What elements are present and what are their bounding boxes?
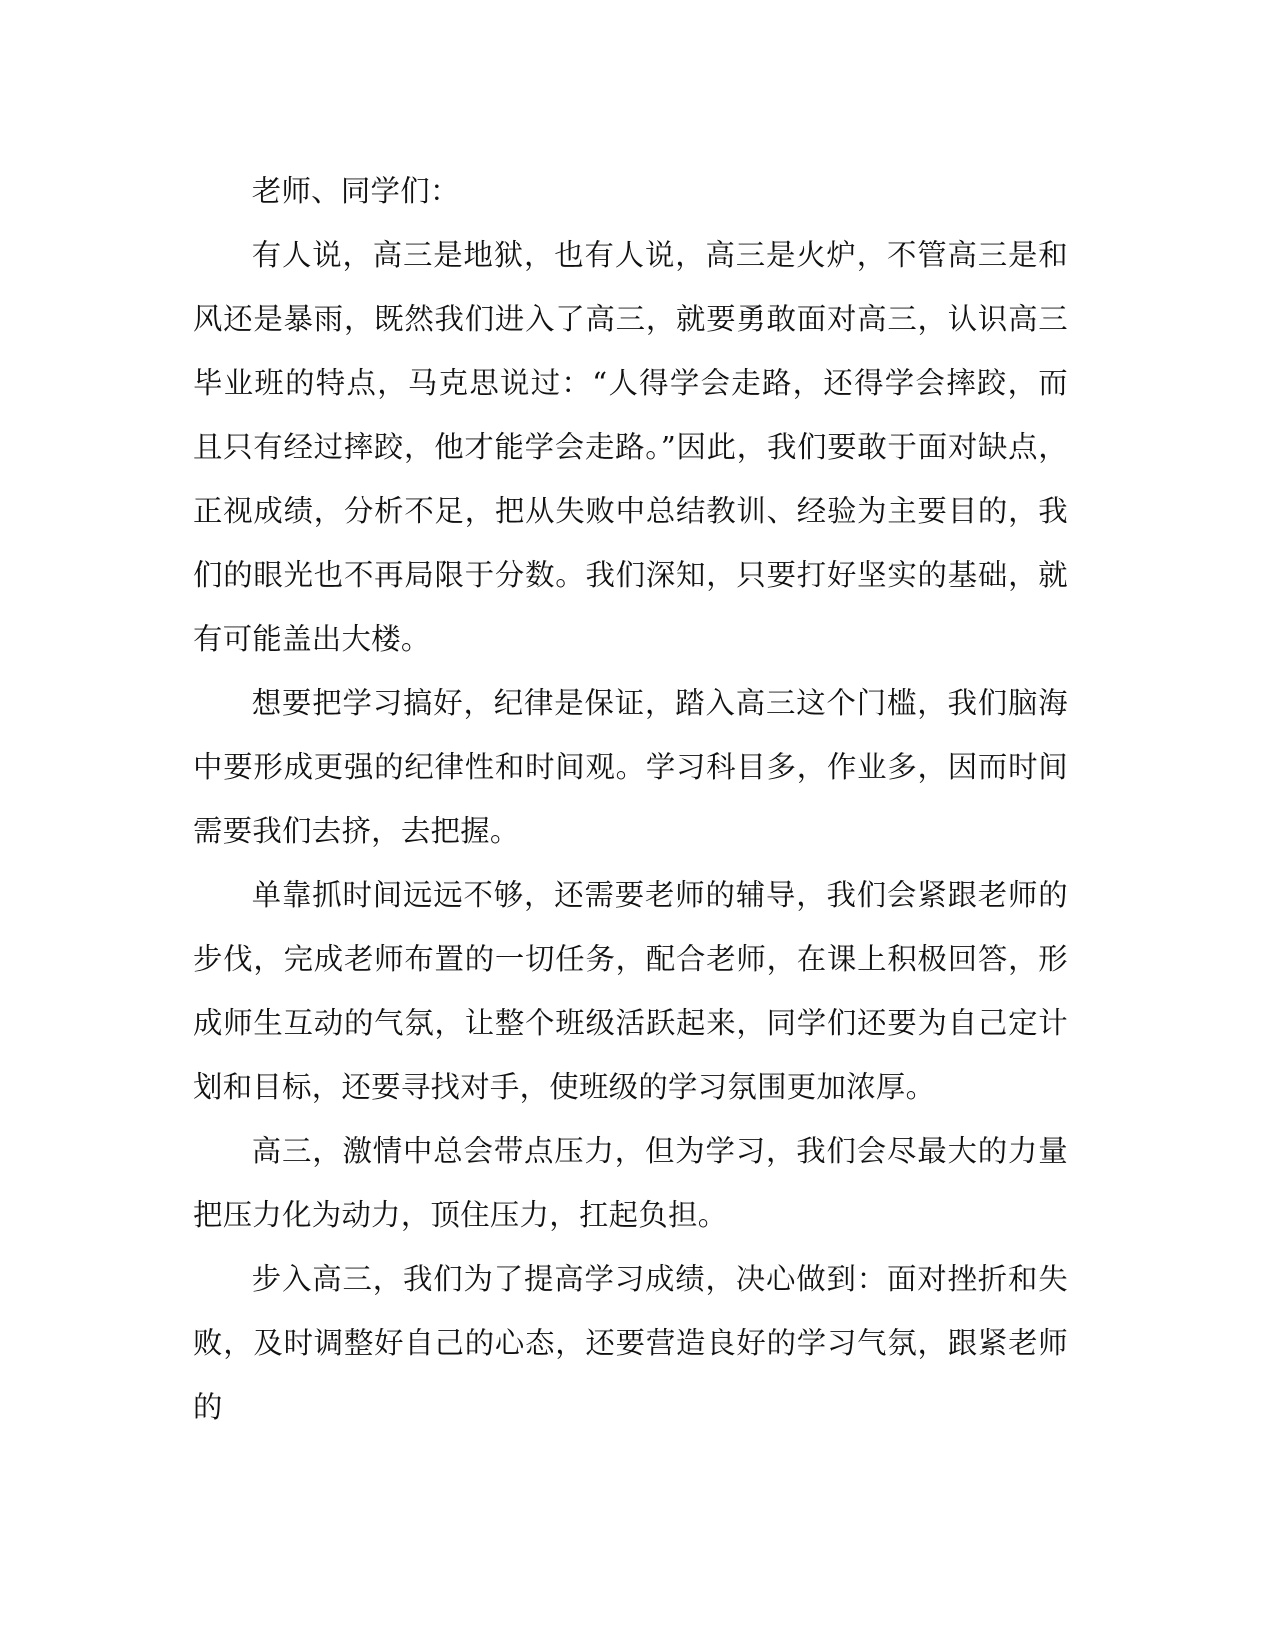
paragraph-1: 有人说，高三是地狱，也有人说，高三是火炉，不管高三是和风还是暴雨，既然我们进入了高三，就要勇敢面对高三，认识高三毕业班的特点，马克思说过：“人得学会走路，还得学会摔跤，而且只有经过摔跤，他才能学会走路。”因此，我们要敢于面对缺点，正视成绩，分析不足，把从失败中总结教训、经验为主要目的，我们的眼光也不再局限于分数。我们深知，只要打好坚实的基础，就有可能盖出大楼。	[193, 238, 1068, 656]
paragraph-5: 步入高三，我们为了提高学习成绩，决心做到：面对挫折和失败，及时调整好自己的心态，还要营造良好的学习气氛，跟紧老师的	[193, 1262, 1068, 1424]
salutation: 老师、同学们：	[251, 174, 460, 208]
paragraph-2: 想要把学习搞好，纪律是保证，踏入高三这个门槛，我们脑海中要形成更强的纪律性和时间观。学习科目多，作业多，因而时间需要我们去挤，去把握。	[193, 686, 1068, 848]
document-body	[193, 159, 1068, 1439]
paragraph-4: 高三，激情中总会带点压力，但为学习，我们会尽最大的力量把压力化为动力，顶住压力，扛起负担。	[193, 1134, 1068, 1232]
paragraph-3: 单靠抓时间远远不够，还需要老师的辅导，我们会紧跟老师的步伐，完成老师布置的一切任务，配合老师，在课上积极回答，形成师生互动的气氛，让整个班级活跃起来，同学们还要为自己定计划和目标，还要寻找对手，使班级的学习氛围更加浓厚。	[193, 878, 1068, 1104]
